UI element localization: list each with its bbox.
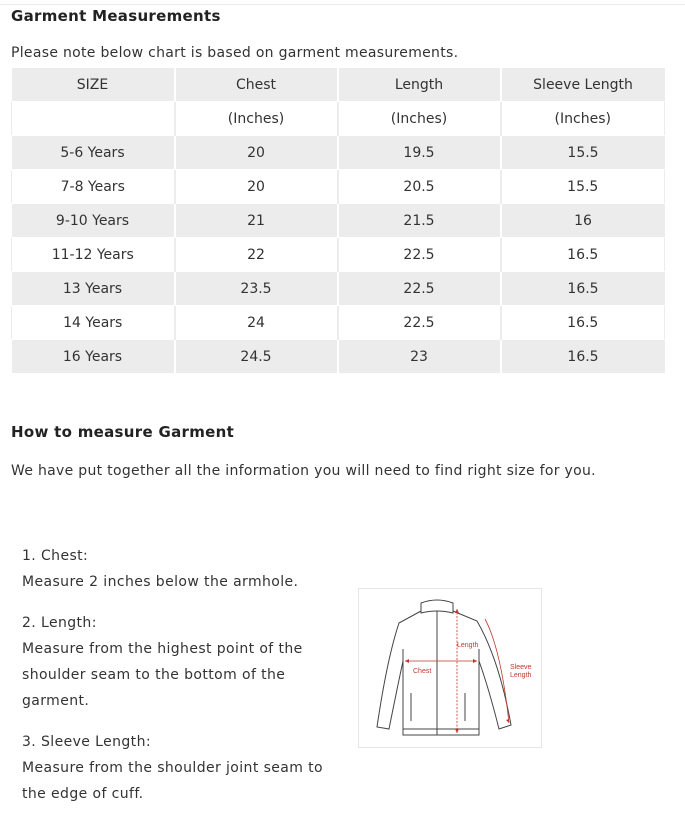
step-body: Measure from the shoulder joint seam to the edge of cuff. xyxy=(22,760,323,802)
chest-cell: 20 xyxy=(175,170,338,204)
jacket-measurement-diagram xyxy=(358,588,542,748)
table-row xyxy=(12,136,665,170)
length-cell: 21.5 xyxy=(338,204,501,238)
column-header-length: Length xyxy=(338,68,501,102)
step-title: 1. Chest: xyxy=(22,548,89,564)
size-chart-table xyxy=(11,68,665,374)
length-label: Length xyxy=(457,642,479,649)
chest-label: Chest xyxy=(413,668,432,675)
step-length xyxy=(22,610,342,714)
section-title-measurements: Garment Measurements xyxy=(11,7,221,25)
unit-cell: (Inches) xyxy=(501,102,665,136)
table-row xyxy=(12,170,665,204)
sleeve-cell: 15.5 xyxy=(501,170,665,204)
sleeve-label-line-1: Sleeve xyxy=(510,664,532,671)
table-row xyxy=(12,204,665,238)
size-cell: 7-8 Years xyxy=(12,170,175,204)
chest-cell: 24 xyxy=(175,306,338,340)
table-row xyxy=(12,272,665,306)
column-header-size: SIZE xyxy=(12,68,175,102)
chest-cell: 20 xyxy=(175,136,338,170)
unit-cell: (Inches) xyxy=(175,102,338,136)
sleeve-cell: 16.5 xyxy=(501,340,665,374)
sleeve-cell: 16 xyxy=(501,204,665,238)
measure-steps xyxy=(22,543,342,822)
top-divider xyxy=(0,0,685,5)
column-header-chest: Chest xyxy=(175,68,338,102)
length-cell: 22.5 xyxy=(338,238,501,272)
table-row xyxy=(12,340,665,374)
size-cell: 5-6 Years xyxy=(12,136,175,170)
chest-cell: 22 xyxy=(175,238,338,272)
length-cell: 22.5 xyxy=(338,306,501,340)
table-row xyxy=(12,306,665,340)
sleeve-cell: 16.5 xyxy=(501,238,665,272)
length-cell: 22.5 xyxy=(338,272,501,306)
sleeve-cell: 16.5 xyxy=(501,272,665,306)
step-sleeve-length xyxy=(22,729,342,807)
size-cell: 16 Years xyxy=(12,340,175,374)
size-cell: 11-12 Years xyxy=(12,238,175,272)
length-cell: 23 xyxy=(338,340,501,374)
table-header-row xyxy=(12,68,665,102)
step-body: Measure from the highest point of the shoulder seam to the bottom of the garment. xyxy=(22,641,303,709)
size-cell: 14 Years xyxy=(12,306,175,340)
how-to-intro: We have put together all the information you will need to find right size for you. xyxy=(11,463,596,479)
step-chest xyxy=(22,543,342,595)
table-units-row xyxy=(12,102,665,136)
sleeve-cell: 15.5 xyxy=(501,136,665,170)
table-row xyxy=(12,238,665,272)
section-title-how-to-measure: How to measure Garment xyxy=(11,423,235,441)
size-cell: 13 Years xyxy=(12,272,175,306)
size-cell: 9-10 Years xyxy=(12,204,175,238)
sleeve-label-line-2: Length xyxy=(510,672,532,679)
step-body: Measure 2 inches below the armhole. xyxy=(22,574,299,590)
unit-cell xyxy=(12,102,175,136)
step-title: 3. Sleeve Length: xyxy=(22,734,151,750)
length-cell: 19.5 xyxy=(338,136,501,170)
unit-cell: (Inches) xyxy=(338,102,501,136)
chest-cell: 23.5 xyxy=(175,272,338,306)
chart-note: Please note below chart is based on garment measurements. xyxy=(11,45,459,61)
chest-cell: 24.5 xyxy=(175,340,338,374)
column-header-sleeve-length: Sleeve Length xyxy=(501,68,665,102)
step-title: 2. Length: xyxy=(22,615,97,631)
chest-cell: 21 xyxy=(175,204,338,238)
length-cell: 20.5 xyxy=(338,170,501,204)
jacket-outline-icon xyxy=(359,589,541,747)
sleeve-cell: 16.5 xyxy=(501,306,665,340)
